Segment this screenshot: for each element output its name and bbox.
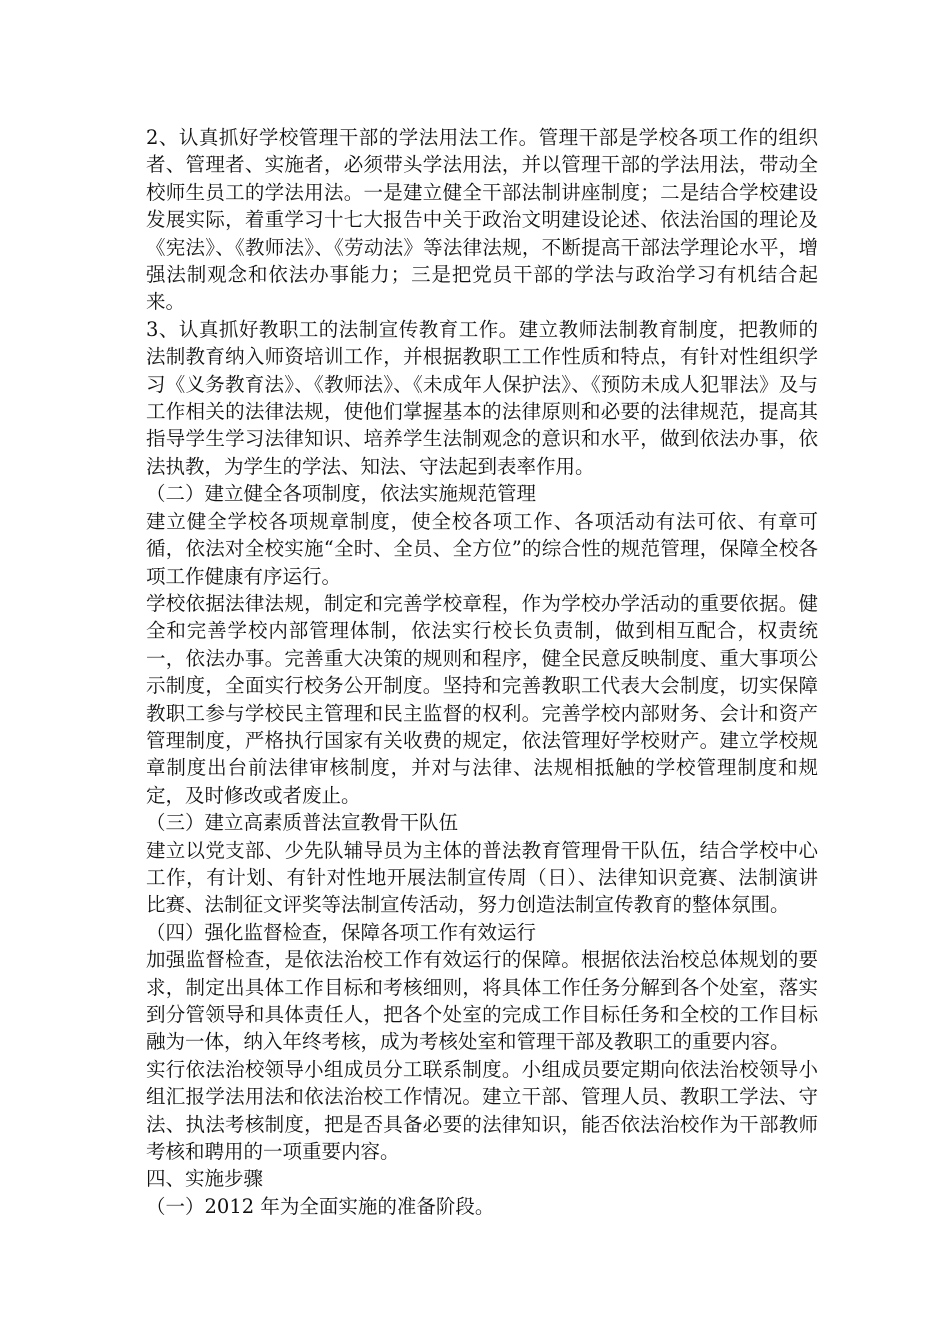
section-heading-rules-system: （二）建立健全各项制度，依法实施规范管理 <box>146 482 537 506</box>
paragraph-staff-law-education: 3、认真抓好教职工的法制宣传教育工作。建立教师法制教育制度，把教师的法制教育纳入师资培训工作，并根据教职工工作性质和特点，有针对性组织学习《义务教育法》、《教师法》、《未成年人保护法》、《预防未成人犯罪法》及与工作相关的法律法规，使他们掌握基本的法律原则和必要的法律规范，提高其指导学生学习法律知识、培养学生法制观念的意识和水平，做到依法办事，依法执教，为学生的学法、知法、守法起到表率作用。 <box>146 317 818 478</box>
paragraph-school-charter: 学校依据法律法规，制定和完善学校章程，作为学校办学活动的重要依据。健全和完善学校内部管理体制，依法实行校长负责制，做到相互配合，权责统一，依法办事。完善重大决策的规则和程序，健全民意反映制度、重大事项公示制度，全面实行校务公开制度。坚持和完善教职工代表大会制度，切实保障教职工参与学校民主管理和民主监督的权利。完善学校内部财务、会计和资产管理制度，严格执行国家有关收费的规定，依法管理好学校财产。建立学校规章制度出台前法律审核制度，并对与法律、法规相抵触的学校管理制度和规定，及时修改或者废止。 <box>146 591 818 807</box>
paragraph-liaison-system: 实行依法治校领导小组成员分工联系制度。小组成员要定期向依法治校领导小组汇报学法用法和依法治校工作情况。建立干部、管理人员、教职工学法、守法、执法考核制度，把是否具备必要的法律知识，能否依法治校作为干部教师考核和聘用的一项重要内容。 <box>146 1057 818 1164</box>
paragraph-cadre-law-study: 2、认真抓好学校管理干部的学法用法工作。管理干部是学校各项工作的组织者、管理者、实施者，必须带头学法用法，并以管理干部的学法用法，带动全校师生员工的学法用法。一是建立健全干部法制讲座制度；二是结合学校建设发展实际，着重学习十七大报告中关于政治文明建设论述、依法治国的理论及《宪法》、《教师法》、《劳动法》等法律法规，不断提高干部法学理论水平，增强法制观念和依法办事能力；三是把党员干部的学法与政治学习有机结合起来。 <box>146 126 818 314</box>
section-heading-supervision: （四）强化监督检查，保障各项工作有效运行 <box>146 920 537 944</box>
paragraph-rules-system: 建立健全学校各项规章制度，使全校各项工作、各项活动有法可依、有章可循，依法对全校实施“全时、全员、全方位”的综合性的规范管理，保障全校各项工作健康有序运行。 <box>146 509 818 588</box>
paragraph-supervision: 加强监督检查，是依法治校工作有效运行的保障。根据依法治校总体规划的要求，制定出具体工作目标和考核细则，将具体工作任务分解到各个处室，落实到分管领导和具体责任人，把各个处室的完成工作目标任务和全校的工作目标融为一体，纳入年终考核，成为考核处室和管理干部及教职工的重要内容。 <box>146 948 818 1054</box>
paragraph-law-team: 建立以党支部、少先队辅导员为主体的普法教育管理骨干队伍，结合学校中心工作，有计划、有针对性地开展法制宣传周（日）、法律知识竞赛、法制演讲比赛、法制征文评奖等法制宣传活动，努力创造法制宣传教育的整体氛围。 <box>146 838 818 917</box>
section-heading-law-team: （三）建立高素质普法宣教骨干队伍 <box>146 811 459 835</box>
paragraph-preparation-stage: （一）2012 年为全面实施的准备阶段。 <box>146 1194 495 1218</box>
section-heading-implementation-steps: 四、实施步骤 <box>146 1167 264 1191</box>
document-body <box>146 124 818 1220</box>
